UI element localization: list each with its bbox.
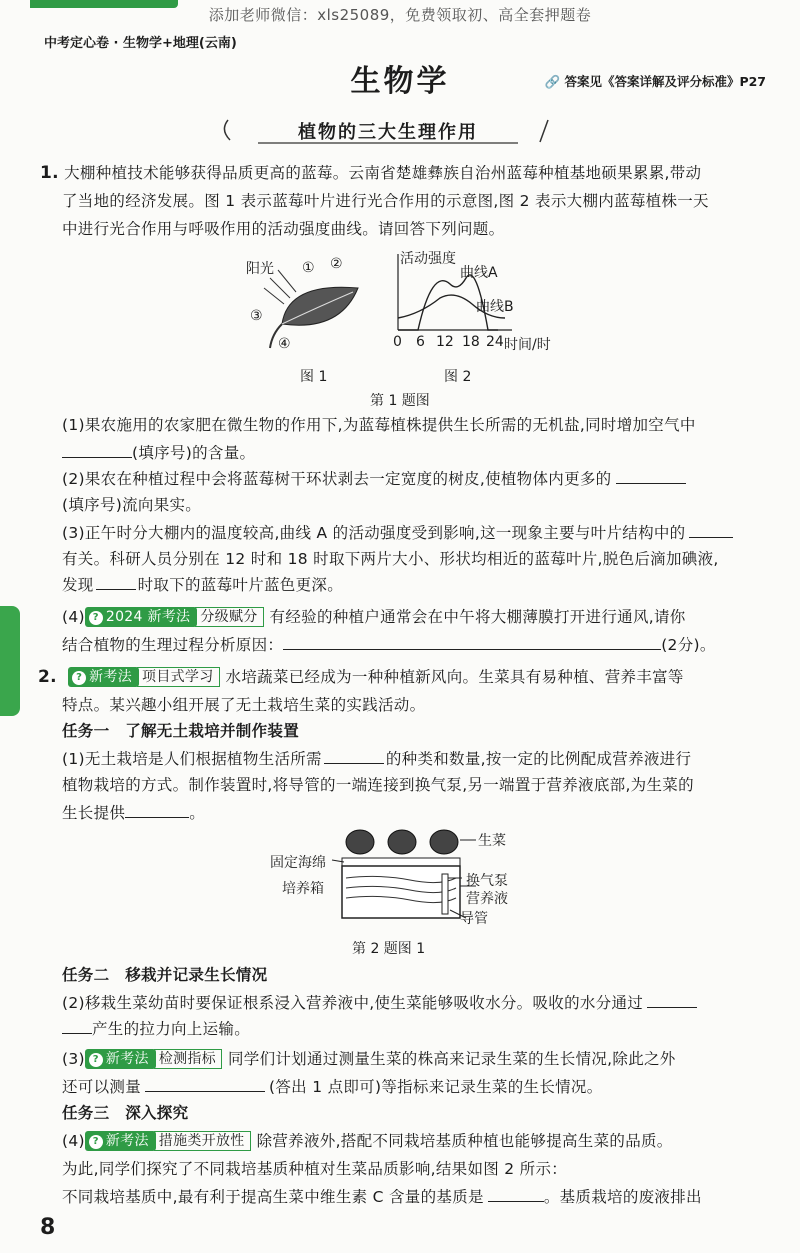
q2-figure-caption: 第 2 题图 1 — [352, 941, 426, 957]
q1-part1-line2: (填序号)的含量。 — [62, 440, 255, 466]
q1-stem-line2: 了当地的经济发展。图 1 表示蓝莓叶片进行光合作用的示意图,图 2 表示大棚内蓝莓植株一天 — [62, 192, 709, 210]
q1-part4-line2: 结合植物的生理过程分析原因： (2分)。 — [62, 636, 716, 654]
answer-blank[interactable] — [283, 635, 661, 650]
lightbulb-icon: ? — [89, 1053, 103, 1067]
answer-blank[interactable] — [62, 443, 132, 458]
new-method-tag: ? 新考法 — [85, 1131, 156, 1151]
x-tick-12: 12 — [436, 334, 454, 350]
lightbulb-icon: ? — [89, 1135, 103, 1149]
q2-part4-line1: (4) ? 新考法 措施类开放性 除营养液外,搭配不同栽培基质种植也能够提高生菜的品质。 — [62, 1132, 673, 1150]
q1-part3-line2: 有关。科研人员分别在 12 时和 18 时取下两片大小、形状均相近的蓝莓叶片,脱色后滴加碘液, — [62, 550, 719, 568]
figure-2-curves — [380, 248, 560, 358]
lightbulb-icon: ? — [72, 671, 86, 685]
chart-xlabel: 时间/时 — [504, 337, 551, 353]
figure-2-caption: 图 2 — [444, 369, 472, 385]
chart-ylabel: 活动强度 — [400, 251, 456, 267]
q1-part3-line3: 发现 时取下的蓝莓叶片蓝色更深。 — [62, 576, 344, 594]
section-title: 植物的三大生理作用 — [298, 122, 478, 143]
new-method-tag: ? 新考法 — [68, 667, 139, 687]
answer-blank[interactable] — [689, 523, 733, 538]
answer-blank[interactable] — [96, 575, 136, 590]
x-tick-18: 18 — [462, 334, 480, 350]
figure-1-leaf — [248, 252, 368, 362]
x-tick-0: 0 — [393, 334, 402, 350]
subject-title: 生物学 — [350, 64, 450, 99]
sponge-label: 固定海绵 — [270, 855, 326, 871]
q2-part3-line1: (3) ? 新考法 检测指标 同学们计划通过测量生菜的株高来记录生菜的生长情况,除此之外 — [62, 1050, 676, 1068]
answer-blank[interactable] — [488, 1187, 544, 1202]
q1-part2-line2: (填序号)流向果实。 — [62, 496, 202, 514]
q2-part1-line2: 植物栽培的方式。制作装置时,将导管的一端连接到换气泵,另一端置于营养液底部,为生菜的 — [62, 776, 694, 794]
q1-part3-line1: (3)正午时分大棚内的温度较高,曲线 A 的活动强度受到影响,这一现象主要与叶片结构中的 — [62, 520, 733, 546]
answer-blank[interactable] — [145, 1077, 265, 1092]
watermark-text: 添加老师微信：xls25089，免费领取初、高全套押题卷 — [208, 6, 592, 24]
x-tick-6: 6 — [416, 334, 425, 350]
q1-part2-line1: (2)果农在种植过程中会将蓝莓树干环状剥去一定宽度的树皮,使植物体内更多的 — [62, 466, 686, 492]
answer-blank[interactable] — [62, 1019, 92, 1034]
q2-number: 2. — [38, 667, 57, 687]
tube-label: 导管 — [460, 911, 488, 927]
q2-part4-line3: 不同栽培基质中,最有利于提高生菜中维生素 C 含量的基质是 。基质栽培的废液排出 — [62, 1188, 702, 1206]
marker-2: ② — [330, 256, 343, 272]
marker-4: ④ — [278, 336, 291, 352]
q2-part2-line1: (2)移栽生菜幼苗时要保证根系浸入营养液中,使生菜能够吸收水分。吸收的水分通过 — [62, 990, 697, 1016]
q2-part3-line2: 还可以测量 (答出 1 点即可)等指标来记录生菜的生长情况。 — [62, 1078, 603, 1096]
q2-part1-line1: (1)无土栽培是人们根据植物生活所需 的种类和数量,按一定的比例配成营养液进行 — [62, 750, 692, 768]
q1-part1-line1: (1)果农施用的农家肥在微生物的作用下,为蓝莓植株提供生长所需的无机盐,同时增加空气中 — [62, 416, 696, 434]
q1-figure-caption: 第 1 题图 — [370, 393, 430, 409]
new-method-tag: ? 新考法 — [85, 1049, 156, 1069]
page-number: 8 — [40, 1215, 56, 1240]
link-icon: 🔗 — [544, 74, 565, 89]
task-2-title: 任务二 移栽并记录生长情况 — [62, 966, 268, 984]
q2-part4-line2: 为此,同学们探究了不同栽培基质种植对生菜品质影响,结果如图 2 所示： — [62, 1160, 568, 1178]
sun-label: 阳光 — [246, 261, 274, 277]
answer-blank[interactable] — [324, 749, 384, 764]
q1-stem: 1. 大棚种植技术能够获得品质更高的蓝莓。云南省楚雄彝族自治州蓝莓种植基地硕果累累,带动 — [40, 163, 702, 183]
figure-1-caption: 图 1 — [300, 369, 328, 385]
pump-label: 换气泵 — [466, 873, 508, 889]
answer-blank[interactable] — [616, 469, 686, 484]
answer-blank[interactable] — [125, 803, 189, 818]
task-3-title: 任务三 深入探究 — [62, 1104, 189, 1122]
section-banner — [218, 112, 558, 148]
curve-b-label: 曲线B — [476, 299, 514, 315]
lettuce-label: 生菜 — [478, 833, 506, 849]
q1-stem-line3: 中进行光合作用与呼吸作用的活动强度曲线。请回答下列问题。 — [62, 220, 505, 238]
q2-stem-line2: 特点。某兴趣小组开展了无土栽培生菜的实践活动。 — [62, 696, 426, 714]
marker-1: ① — [302, 260, 315, 276]
answer-blank[interactable] — [647, 993, 697, 1008]
q2-stem: 2. ? 新考法 项目式学习 水培蔬菜已经成为一种种植新风向。生菜具有易种植、营养丰富等 — [38, 667, 684, 687]
task-1-title: 任务一 了解无土栽培并制作装置 — [62, 722, 300, 740]
new-method-tag: ? 2024 新考法 — [85, 607, 197, 627]
chapter-side-tab — [0, 606, 20, 716]
box-label: 培养箱 — [282, 881, 324, 897]
q1-part4-line1: (4) ? 2024 新考法 分级赋分 有经验的种植户通常会在中午将大棚薄膜打开进行通风,请你 — [62, 608, 686, 626]
x-tick-24: 24 — [486, 334, 504, 350]
q2-part1-line3: 生长提供 。 — [62, 804, 206, 822]
marker-3: ③ — [250, 308, 263, 324]
q2-part2-line2: 产生的拉力向上运输。 — [62, 1016, 250, 1042]
series-title: 中考定心卷 · 生物学+地理(云南) — [44, 36, 237, 51]
solution-label: 营养液 — [466, 891, 508, 907]
q1-number: 1. — [40, 163, 59, 183]
curve-a-label: 曲线A — [460, 265, 498, 281]
lightbulb-icon: ? — [89, 611, 103, 625]
answer-reference: 🔗 答案见《答案详解及评分标准》P27 — [544, 74, 766, 89]
hydroponic-device-figure — [270, 826, 530, 936]
